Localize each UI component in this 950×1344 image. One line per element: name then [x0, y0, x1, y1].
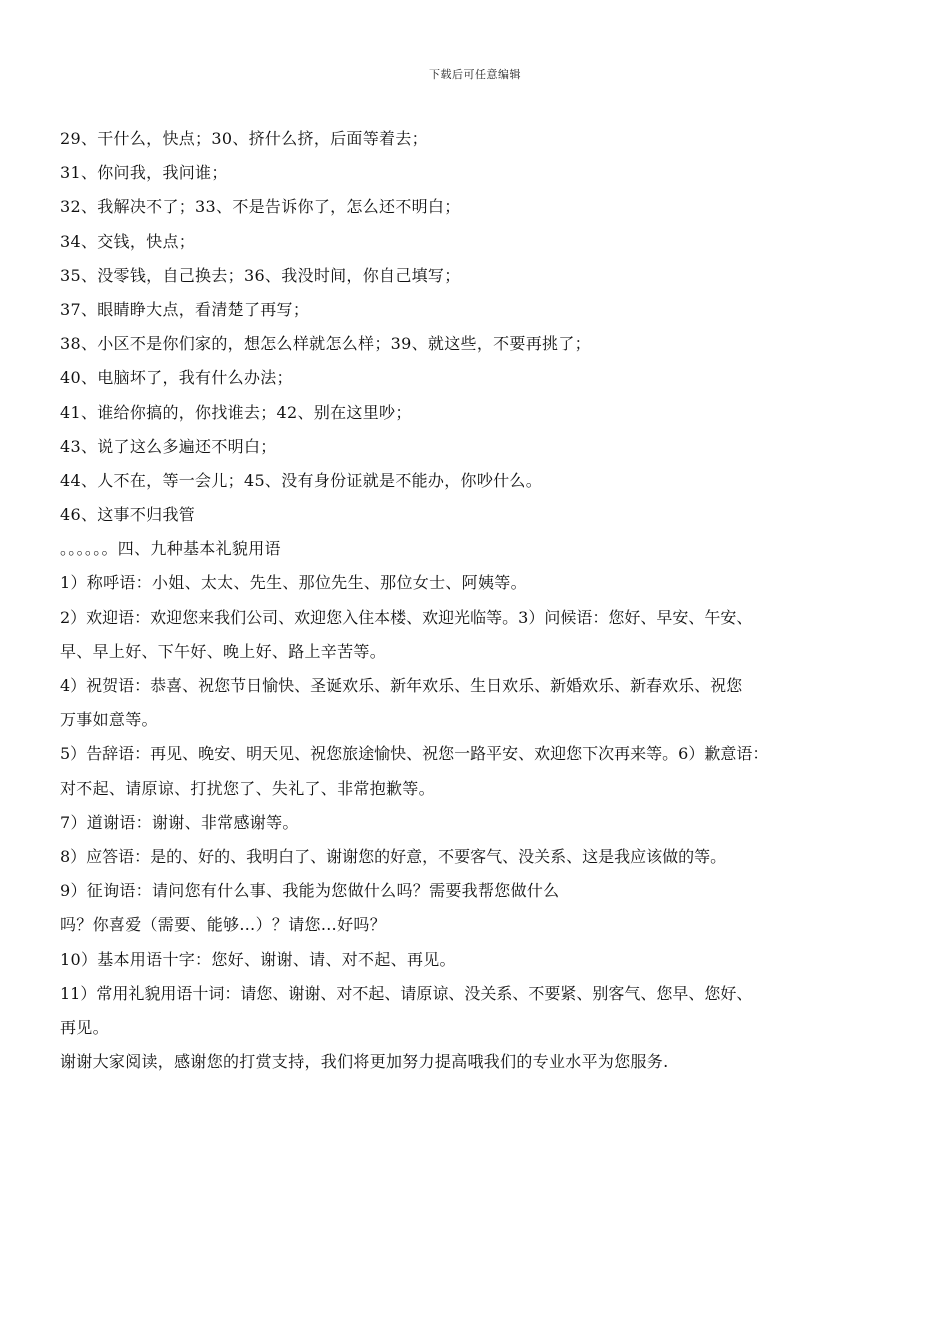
text-line: 万事如意等。 [60, 710, 158, 730]
text-line: 1）称呼语：小姐、太太、先生、那位先生、那位女士、阿姨等。 [60, 573, 527, 593]
text-line: 吗？你喜爱（需要、能够…）？请您…好吗？ [60, 915, 387, 935]
text-line: 41、谁给你搞的，你找谁去；42、别在这里吵； [60, 402, 412, 422]
text-line: 35、没零钱，自己换去；36、我没时间，你自己填写； [60, 265, 461, 285]
text-line: 29、干什么，快点；30、挤什么挤，后面等着去； [60, 129, 428, 148]
text-line: 2）欢迎语：欢迎您来我们公司、欢迎您入住本楼、欢迎光临等。3）问候语：您好、早安、午安、 [60, 607, 753, 627]
text-line: 9）征询语：请问您有什么事、我能为您做什么吗？需要我帮您做什么 [60, 881, 560, 901]
text-line: 对不起、请原谅、打扰您了、失礼了、非常抱歉等。 [60, 778, 435, 798]
document-body [60, 122, 896, 1079]
text-line: 10）基本用语十字：您好、谢谢、请、对不起、再见。 [60, 949, 456, 969]
text-line: 43、说了这么多遍还不明白； [60, 436, 277, 456]
text-line: 32、我解决不了；33、不是告诉你了，怎么还不明白； [60, 197, 461, 217]
text-line: 40、电脑坏了，我有什么办法； [60, 368, 293, 388]
section-heading: 。。。。。。四、九种基本礼貌用语 [60, 539, 281, 559]
text-line: 5）告辞语：再见、晚安、明天见、祝您旅途愉快、祝您一路平安、欢迎您下次再来等。6）歉意语： [60, 744, 769, 764]
text-line: 46、这事不归我管 [60, 505, 196, 525]
text-line: 8）应答语：是的、好的、我明白了、谢谢您的好意，不要客气、没关系、这是我应该做的等。 [60, 846, 727, 866]
text-line: 38、小区不是你们家的，想怎么样就怎么样；39、就这些，不要再挑了； [60, 334, 591, 354]
page-header: 下载后可任意编辑 [429, 68, 521, 81]
text-line: 11）常用礼貌用语十词：请您、谢谢、对不起、请原谅、没关系、不要紧、别客气、您早、您好、 [60, 983, 753, 1003]
text-line: 34、交钱，快点； [60, 231, 196, 251]
closing-line: 谢谢大家阅读，感谢您的打赏支持，我们将更加努力提高哦我们的专业水平为您服务. [60, 1052, 669, 1072]
text-line: 再见。 [60, 1017, 109, 1037]
text-line: 31、你问我，我问谁； [60, 163, 228, 183]
text-line: 4）祝贺语：恭喜、祝您节日愉快、圣诞欢乐、新年欢乐、生日欢乐、新婚欢乐、新春欢乐、祝您 [60, 676, 743, 695]
text-line: 44、人不在，等一会儿；45、没有身份证就是不能办，你吵什么。 [60, 470, 543, 490]
text-line: 7）道谢语：谢谢、非常感谢等。 [60, 812, 299, 832]
text-line: 37、眼睛睁大点，看清楚了再写； [60, 299, 310, 319]
text-line: 早、早上好、下午好、晚上好、路上辛苦等。 [60, 641, 387, 661]
